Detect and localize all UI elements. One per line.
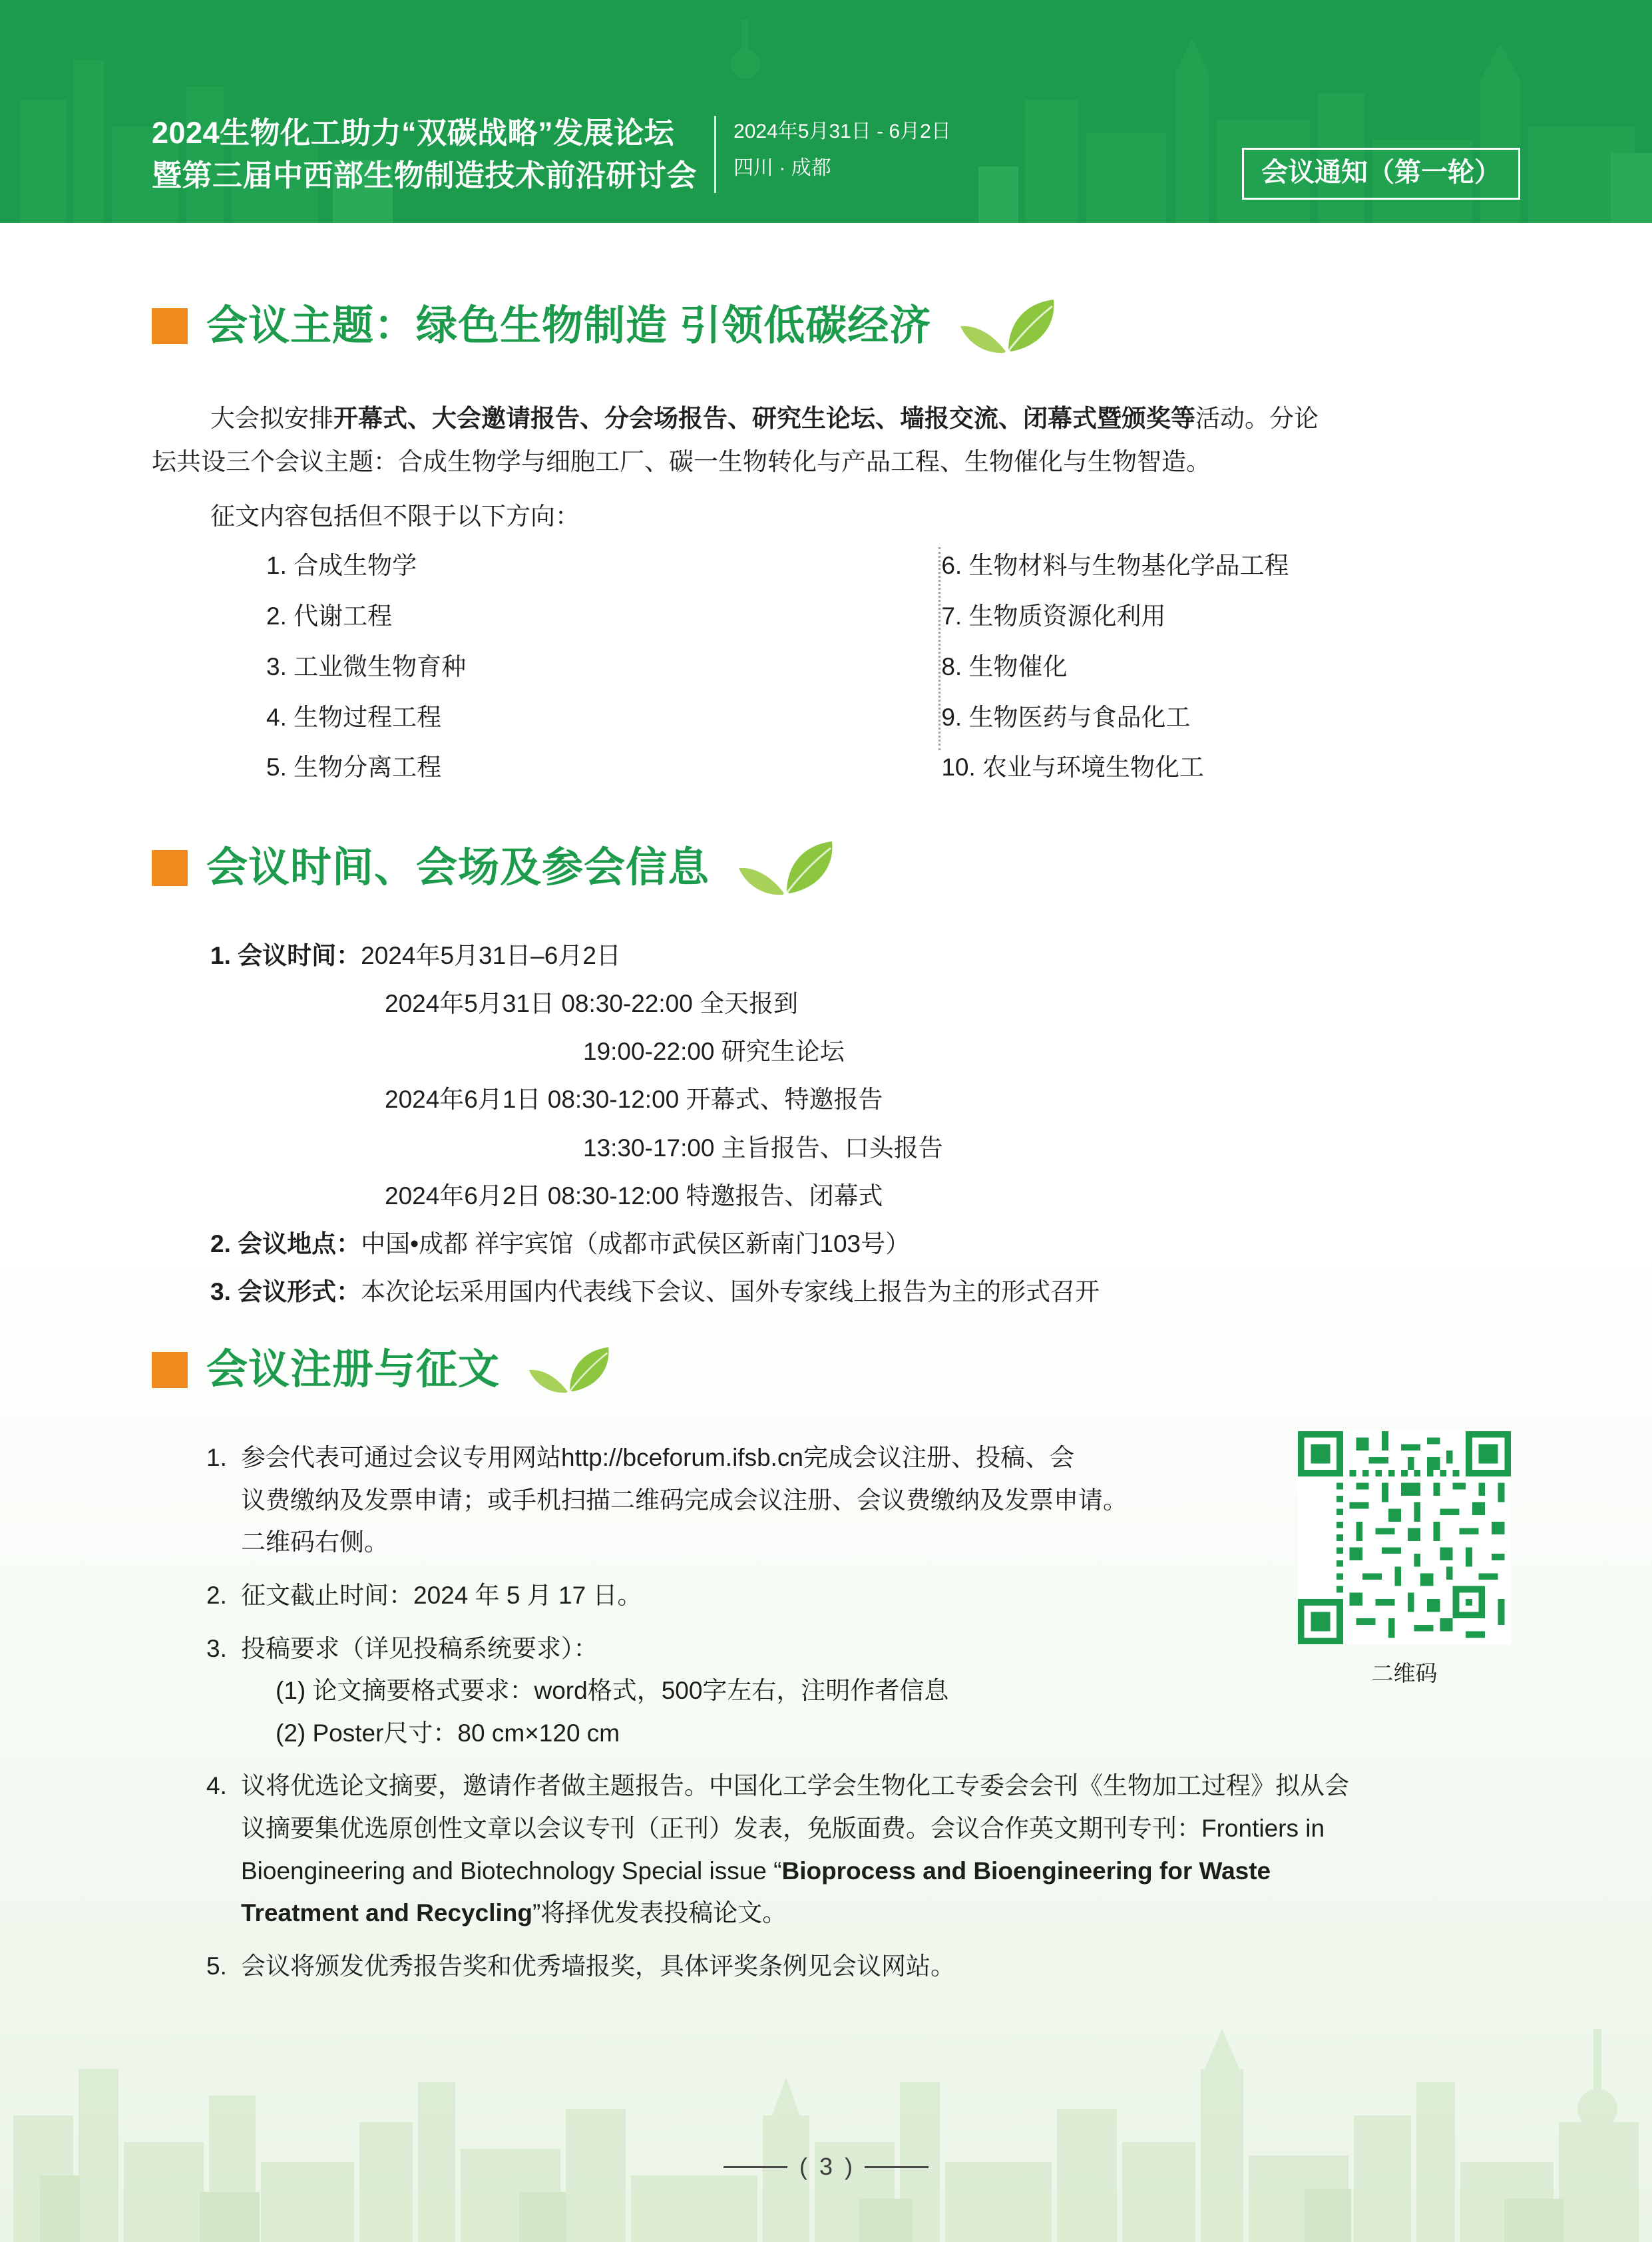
list-item-number: 5. [206,1952,227,1980]
topics-list [266,541,1398,793]
topics-divider [938,547,940,750]
info-value: 中国•成都 祥宇宾馆（成都市武侯区新南门103号） [361,1230,911,1257]
leaf-icon [737,840,837,896]
meeting-info-list [210,932,1515,1316]
list-item [206,1437,1431,1564]
list-item-number: 3. [206,1634,227,1662]
info-label: 1. 会议时间： [210,942,361,969]
registration-list [206,1437,1431,1996]
info-row [210,1172,1515,1220]
section-3-heading [152,1345,613,1395]
info-value: 2024年6月1日 08:30-12:00 开幕式、特邀报告 [385,1086,883,1114]
list-line: 二维码右侧。 [241,1528,389,1556]
list-line: 参会代表可通过会议专用网站http://bceforum.ifsb.cn完成会议注册、投稿、会 [241,1444,1075,1471]
footer-rule-right [865,2166,929,2168]
section-2-heading [152,840,837,896]
header-title-line1: 2024生物化工助力“双碳战略”发展论坛 [152,116,675,150]
leaf-icon [528,1345,613,1395]
info-row [210,1124,1515,1172]
info-row [210,980,1515,1028]
section-3-title: 会议注册与征文 [206,1347,501,1393]
section-1-paragraph-1 [210,398,1515,439]
list-item-number: 4. [206,1772,227,1800]
list-item [206,1945,1431,1988]
header-date-line1: 2024年5月31日 - 6月2日 [733,120,951,142]
list-line [241,1892,1431,1934]
section-bullet-square [152,1352,188,1388]
para1-suffix: 活动。分论 [1195,405,1319,432]
list-item [206,1628,1431,1755]
section-bullet-square [152,850,188,886]
journal-title-bold: Bioprocess and Bioengineering for Waste [781,1857,1271,1885]
info-row [210,1268,1515,1316]
list-line [241,1850,1431,1893]
info-value: 2024年5月31日 08:30-22:00 全天报到 [385,990,799,1018]
list-item-text [241,1765,1431,1934]
qr-code-caption: 二维码 [1371,1661,1438,1685]
info-row [210,1028,1515,1076]
journal-suffix: ”将择优发表投稿论文。 [532,1899,787,1927]
list-line: 议费缴纳及发票申请；或手机扫描二维码完成会议注册、会议费缴纳及发票申请。 [241,1486,1128,1514]
list-item-number: 2. [206,1581,227,1609]
journal-prefix: Bioengineering and Biotechnology Special issue “ [241,1857,782,1885]
topic-item: 9. 生物医药与食品化工 [941,703,1191,731]
notice-badge: 会议通知（第一轮） [1242,148,1520,200]
list-item-text [241,1628,1431,1755]
list-item-text [241,1437,1431,1564]
topic-item: 3. 工业微生物育种 [266,652,467,680]
list-item-text: 征文截止时间：2024 年 5 月 17 日。 [241,1581,642,1609]
section-1-paragraph-1-line2: 坛共设三个会议主题：合成生物学与细胞工厂、碳一生物转化与产品工程、生物催化与生物智造。 [152,448,1211,475]
topics-column-left [266,541,620,793]
qr-code-image [1298,1431,1511,1644]
section-1-title: 会议主题：绿色生物制造 引领低碳经济 [206,303,932,349]
list-item-number: 1. [206,1444,227,1471]
info-row [210,1076,1515,1124]
para1-bold: 开幕式、大会邀请报告、分会场报告、研究生论坛、墙报交流、闭幕式暨颁奖等 [333,405,1195,432]
info-value: 2024年5月31日–6月2日 [361,942,621,969]
info-value: 13:30-17:00 主旨报告、口头报告 [583,1134,943,1162]
info-value: 19:00-22:00 研究生论坛 [583,1038,845,1066]
footer-paren-right: ) [845,2153,853,2180]
leaf-icon [959,298,1059,354]
section-1-heading [152,298,1059,354]
topic-item: 4. 生物过程工程 [266,703,442,731]
info-label: 3. 会议形式： [210,1277,361,1305]
topic-item: 5. 生物分离工程 [266,754,442,782]
journal-title-bold-2: Treatment and Recycling [241,1899,532,1927]
list-item-text: 会议将颁发优秀报告奖和优秀墙报奖，具体评奖条例见会议网站。 [241,1952,955,1980]
list-subline: (1) 论文摘要格式要求：word格式，500字左右，注明作者信息 [276,1677,949,1705]
footer-paren-left: ( [799,2153,807,2180]
page-number: 3 [819,2153,833,2180]
info-value: 2024年6月2日 08:30-12:00 特邀报告、闭幕式 [385,1182,883,1210]
list-item [206,1574,1431,1617]
list-line: 议摘要集优选原创性文章以会议专刊（正刊）发表，免版面费。会议合作英文期刊专刊：Frontiers in [241,1815,1325,1842]
topics-column-right [941,541,1398,793]
header-title-line2: 暨第三届中西部生物制造技术前沿研讨会 [152,158,698,192]
topic-item: 6. 生物材料与生物基化学品工程 [941,552,1289,579]
footer-rule-left [723,2166,787,2168]
para1-prefix: 大会拟安排 [210,405,333,432]
list-line: 投稿要求（详见投稿系统要求）： [241,1634,598,1662]
info-row [210,1220,1515,1268]
info-value: 本次论坛采用国内代表线下会议、国外专家线上报告为主的形式召开 [361,1277,1100,1305]
topic-item: 7. 生物质资源化利用 [941,602,1166,630]
qr-code-block [1298,1431,1511,1687]
topic-item: 1. 合成生物学 [266,552,417,579]
section-1-paragraph-2: 征文内容包括但不限于以下方向： [210,503,580,530]
topic-item: 8. 生物催化 [941,652,1068,680]
page-footer [0,2153,1652,2181]
list-line: 议将优选论文摘要，邀请作者做主题报告。中国化工学会生物化工专委会会刊《生物加工过程》拟从会 [241,1772,1349,1800]
header-date-line2: 四川 · 成都 [733,156,831,179]
section-bullet-square [152,308,188,344]
list-subline: (2) Poster尺寸：80 cm×120 cm [276,1719,620,1747]
topic-item: 10. 农业与环境生物化工 [941,754,1205,782]
section-2-title: 会议时间、会场及参会信息 [206,845,710,891]
info-row [210,932,1515,980]
topic-item: 2. 代谢工程 [266,602,393,630]
list-item [206,1765,1431,1934]
info-label: 2. 会议地点： [210,1230,361,1257]
